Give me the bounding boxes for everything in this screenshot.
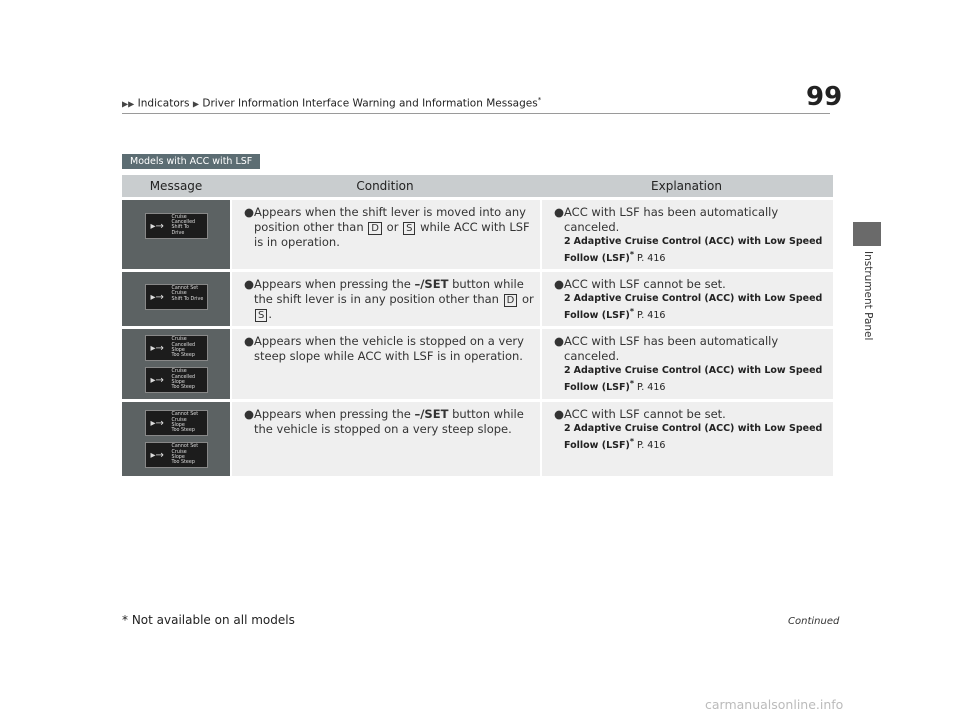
reference-arrow-icon: 2 bbox=[564, 236, 571, 247]
bullet-icon: ● bbox=[244, 205, 255, 219]
display-screen bbox=[145, 335, 208, 361]
display-text: Cruise Cancelled Slope Too Steep bbox=[171, 369, 196, 390]
gear-key-d: D bbox=[368, 222, 382, 235]
display-screen bbox=[145, 213, 208, 239]
explanation-cell bbox=[540, 272, 833, 326]
set-button-label: –/SET bbox=[414, 407, 449, 422]
condition-text: Appears when the shift lever is moved into any position other than D or S while ACC with LSF is in operation. bbox=[254, 205, 530, 249]
bullet-icon: ● bbox=[554, 334, 565, 349]
explanation-cell bbox=[540, 329, 833, 399]
model-badge: Models with ACC with LSF bbox=[122, 154, 260, 169]
display-screen bbox=[145, 367, 208, 393]
cross-reference-link[interactable]: 2 Adaptive Cruise Control (ACC) with Low Speed Follow (LSF)* P. 416 bbox=[564, 423, 823, 452]
explanation-cell bbox=[540, 402, 833, 476]
condition-text: Appears when pressing the –/SET button while the shift lever is in any position other than D or S . bbox=[254, 277, 534, 322]
display-screen bbox=[145, 442, 208, 468]
continued-label: Continued bbox=[788, 616, 840, 627]
gear-key-s: S bbox=[255, 309, 267, 322]
column-header-explanation: Explanation bbox=[540, 175, 833, 197]
bullet-icon: ● bbox=[554, 407, 565, 422]
bullet-icon: ● bbox=[554, 277, 565, 292]
message-image-cell bbox=[122, 200, 230, 269]
message-table bbox=[122, 172, 833, 479]
cruise-icon: ▸→ bbox=[150, 221, 164, 232]
cruise-icon: ▸→ bbox=[150, 375, 164, 387]
condition-cell bbox=[230, 329, 540, 399]
page-number: 99 bbox=[806, 82, 843, 112]
bullet-icon: ● bbox=[244, 407, 255, 422]
condition-text: Appears when pressing the –/SET button while the vehicle is stopped on a very steep slope. bbox=[254, 407, 524, 437]
breadcrumb bbox=[122, 96, 541, 110]
message-image-cell bbox=[122, 272, 230, 326]
display-text: Cannot Set Cruise Slope Too Steep bbox=[171, 412, 199, 433]
condition-cell bbox=[230, 200, 540, 269]
explanation-text: ACC with LSF has been automatically canceled. bbox=[564, 205, 779, 234]
breadcrumb-item-messages[interactable]: Driver Information Interface Warning and Information Messages bbox=[202, 97, 538, 110]
gear-key-d: D bbox=[504, 294, 518, 307]
cross-reference-link[interactable]: 2 Adaptive Cruise Control (ACC) with Low Speed Follow (LSF)* P. 416 bbox=[564, 365, 823, 394]
section-label: Instrument Panel bbox=[862, 251, 874, 341]
bullet-icon: ● bbox=[244, 334, 255, 349]
table-row bbox=[122, 200, 833, 269]
condition-cell bbox=[230, 272, 540, 326]
header-rule bbox=[122, 113, 830, 114]
display-text: Cannot Set Cruise Shift To Drive bbox=[171, 286, 204, 302]
display-text: Cruise Cancelled Shift To Drive bbox=[171, 215, 196, 236]
cruise-icon: ▸→ bbox=[150, 343, 164, 355]
explanation-cell bbox=[540, 200, 833, 269]
gear-key-s: S bbox=[403, 222, 415, 235]
table-row bbox=[122, 329, 833, 399]
bullet-icon: ● bbox=[244, 277, 255, 292]
explanation-text: ACC with LSF has been automatically canceled. bbox=[564, 334, 779, 364]
bullet-icon: ● bbox=[554, 205, 565, 219]
message-image-cell bbox=[122, 402, 230, 476]
column-header-condition: Condition bbox=[230, 175, 540, 197]
explanation-text: ACC with LSF cannot be set. bbox=[564, 407, 726, 422]
reference-arrow-icon: 2 bbox=[564, 293, 571, 305]
footnote: * Not available on all models bbox=[122, 613, 295, 627]
reference-arrow-icon: 2 bbox=[564, 365, 571, 377]
display-screen bbox=[145, 410, 208, 436]
breadcrumb-item-indicators[interactable]: Indicators bbox=[137, 97, 190, 110]
cruise-icon: ▸→ bbox=[150, 418, 164, 430]
condition-text: Appears when the vehicle is stopped on a very steep slope while ACC with LSF is in operation. bbox=[254, 334, 524, 364]
breadcrumb-arrow-icon: ▶▶ bbox=[122, 99, 135, 109]
table-row bbox=[122, 402, 833, 476]
column-header-message: Message bbox=[122, 175, 230, 197]
condition-cell bbox=[230, 402, 540, 476]
section-tab bbox=[853, 222, 881, 246]
explanation-text: ACC with LSF cannot be set. bbox=[564, 277, 726, 292]
cruise-icon: ▸→ bbox=[150, 292, 164, 304]
table-row bbox=[122, 272, 833, 326]
cross-reference-link[interactable]: 2 Adaptive Cruise Control (ACC) with Low Speed Follow (LSF)* P. 416 bbox=[564, 293, 823, 322]
display-screen bbox=[145, 284, 208, 310]
breadcrumb-asterisk: * bbox=[537, 96, 542, 104]
display-text: Cruise Cancelled Slope Too Steep bbox=[171, 337, 196, 358]
display-text: Cannot Set Cruise Slope Too Steep bbox=[171, 444, 199, 465]
watermark: carmanualsonline.info bbox=[705, 697, 844, 712]
cross-reference-link[interactable]: 2 Adaptive Cruise Control (ACC) with Low Speed Follow (LSF)* P. 416 bbox=[564, 236, 823, 265]
reference-arrow-icon: 2 bbox=[564, 423, 571, 435]
set-button-label: –/SET bbox=[414, 277, 449, 292]
cruise-icon: ▸→ bbox=[150, 450, 164, 462]
breadcrumb-arrow-icon: ▶ bbox=[192, 99, 200, 109]
message-image-cell bbox=[122, 329, 230, 399]
